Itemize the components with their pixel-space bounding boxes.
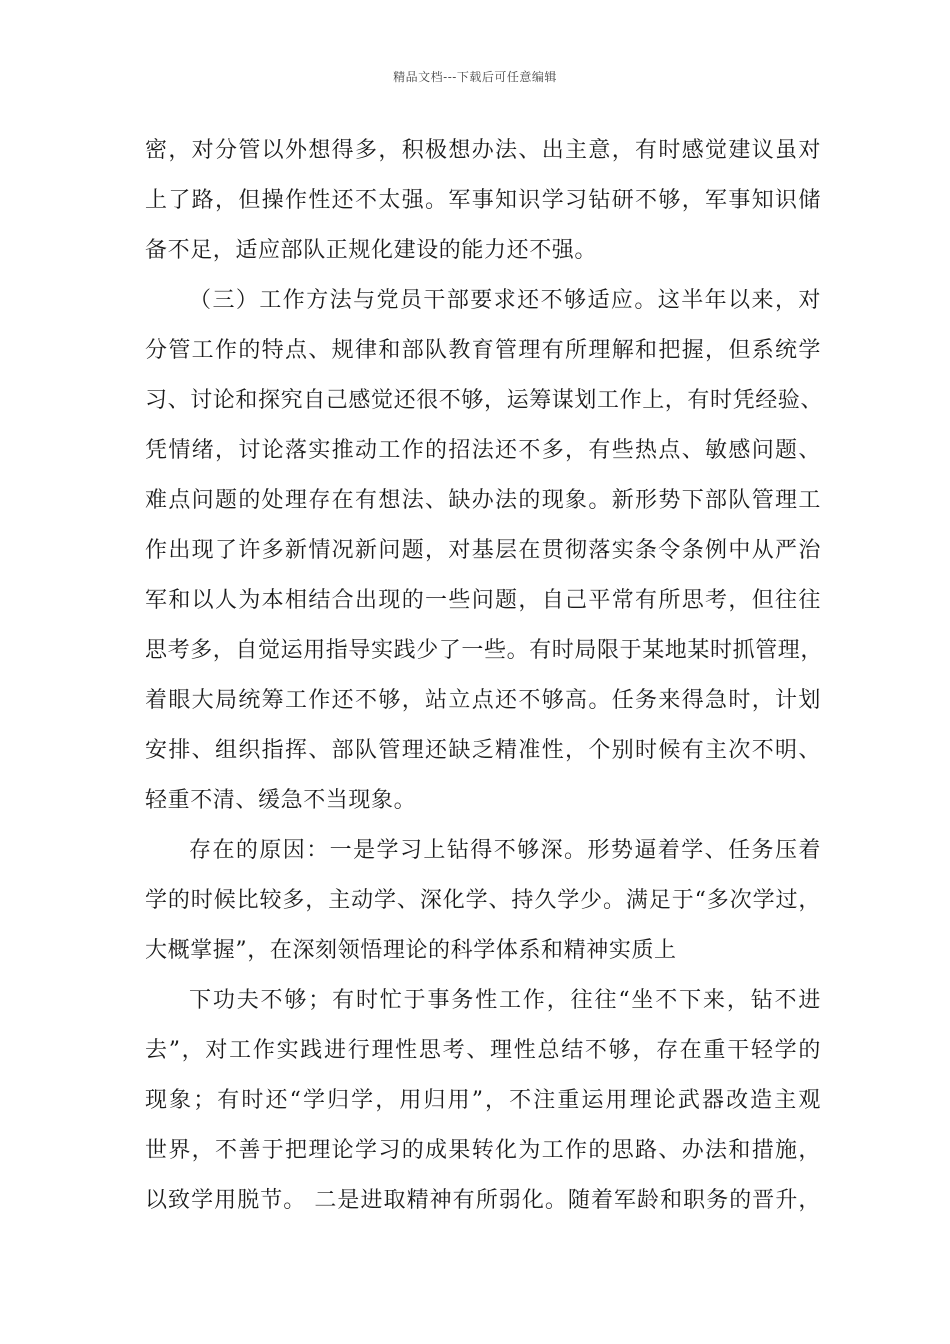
- text-line: 上了路，但操作性还不太强。军事知识学习钻研不够，军事知识储: [145, 188, 821, 213]
- document-body: [145, 132, 824, 1232]
- text-line: 大概掌握”，在深刻领悟理论的科学体系和精神实质上: [145, 938, 677, 963]
- text-line: 备不足，适应部队正规化建设的能力还不强。: [145, 238, 598, 263]
- paragraph-4: [145, 982, 821, 1232]
- text-line: 世界，不善于把理论学习的成果转化为工作的思路、办法和措施，: [145, 1138, 821, 1163]
- text-line: （三）工作方法与党员干部要求还不够适应。这半年以来，对: [189, 288, 821, 313]
- text-line: 去”，对工作实践进行理性思考、理性总结不够，存在重干轻学的: [145, 1038, 821, 1063]
- text-line: 军和以人为本相结合出现的一些问题，自己平常有所思考，但往往: [145, 588, 821, 613]
- text-line: 思考多，自觉运用指导实践少了一些。有时局限于某地某时抓管理，: [145, 638, 824, 663]
- text-line: 难点问题的处理存在有想法、缺办法的现象。新形势下部队管理工: [145, 488, 821, 513]
- text-line: 下功夫不够；有时忙于事务性工作，往往“坐不下来，钻不进: [189, 988, 821, 1013]
- text-line: 存在的原因：一是学习上钻得不够深。形势逼着学、任务压着: [189, 838, 821, 863]
- text-line: 以致学用脱节。 二是进取精神有所弱化。随着军龄和职务的晋升，: [145, 1188, 821, 1213]
- paragraph-1: [145, 132, 821, 282]
- page-header: 精品文档---下载后可任意编辑: [393, 70, 557, 84]
- text-line: 轻重不清、缓急不当现象。: [145, 788, 417, 813]
- text-line: 学的时候比较多，主动学、深化学、持久学少。满足于“多次学过，: [145, 888, 821, 913]
- text-line: 密，对分管以外想得多，积极想办法、出主意，有时感觉建议虽对: [145, 138, 821, 163]
- paragraph-2: [145, 282, 824, 832]
- text-line: 安排、组织指挥、部队管理还缺乏精准性，个别时候有主次不明、: [145, 738, 821, 763]
- text-line: 分管工作的特点、规律和部队教育管理有所理解和把握，但系统学: [145, 338, 821, 363]
- text-line: 着眼大局统筹工作还不够，站立点还不够高。任务来得急时，计划: [145, 688, 821, 713]
- text-line: 作出现了许多新情况新问题，对基层在贯彻落实条令条例中从严治: [145, 538, 821, 563]
- text-line: 现象；有时还“学归学，用归用”，不注重运用理论武器改造主观: [145, 1088, 821, 1113]
- paragraph-3: [145, 832, 821, 982]
- text-line: 凭情绪，讨论落实推动工作的招法还不多，有些热点、敏感问题、: [145, 438, 821, 463]
- text-line: 习、讨论和探究自己感觉还很不够，运筹谋划工作上，有时凭经验、: [145, 388, 824, 413]
